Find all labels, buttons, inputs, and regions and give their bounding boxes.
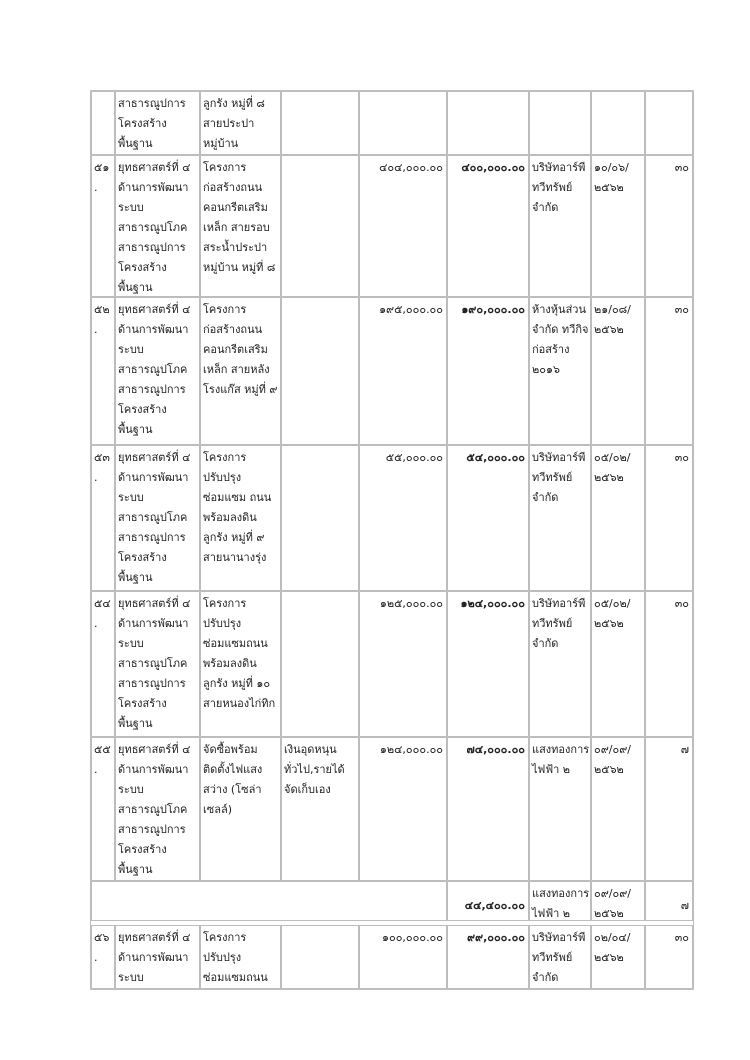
project-cell: โครงการ ปรับปรุง ซ่อมแซมถนน พร้อมลงดิน ลูกรัง หมู่ที่ ๑๐ สายหนองไก่ทิก <box>200 591 281 737</box>
budget-cell: ๔๐๔,๐๐๐.๐๐ <box>359 155 447 297</box>
contractor-cell: ห้างหุ้นส่วน จำกัด ทวีกิจ ก่อสร้าง ๒๐๑๖ <box>529 297 591 445</box>
project-cell: ลูกรัง หมู่ที่ ๘ สายประปา หมู่บ้าน <box>200 91 281 155</box>
date-cell: ๐๒/๐๔/ ๒๕๖๒ <box>591 925 645 989</box>
project-cell: จัดซื้อพร้อม ติดตั้งไฟแสง สว่าง (โซล่า เซลล์) <box>200 737 281 881</box>
summary-row <box>91 881 693 921</box>
funding-source-cell <box>281 925 359 989</box>
summary-duration-cell: ๗ <box>645 881 693 921</box>
summary-date-cell: ๐๙/๐๙/ ๒๕๖๒ <box>591 881 645 921</box>
budget-cell: ๑๒๕,๐๐๐.๐๐ <box>359 591 447 737</box>
project-cell: โครงการ ก่อสร้างถนน คอนกรีตเสริม เหล็ก สายรอบ สระน้ำประปา หมู่บ้าน หมู่ที่ ๘ <box>200 155 281 297</box>
contractor-cell: แสงทองการ ไฟฟ้า ๒ <box>529 737 591 881</box>
duration-cell: ๓๐ <box>645 445 693 591</box>
funding-source-cell <box>281 297 359 445</box>
date-cell: ๐๕/๐๒/ ๒๕๖๒ <box>591 445 645 591</box>
budget-cell <box>359 91 447 155</box>
date-cell: ๐๕/๐๒/ ๒๕๖๒ <box>591 591 645 737</box>
date-cell <box>591 91 645 155</box>
strategy-cell: สาธารณูปการ โครงสร้าง พื้นฐาน <box>115 91 200 155</box>
contract-price-cell: ๙๙,๐๐๐.๐๐ <box>447 925 529 989</box>
contractor-cell: บริษัทอาร์พี ทวีทรัพย์ จำกัด <box>529 445 591 591</box>
item-number-cell: ๕๕ . <box>91 737 115 881</box>
contract-price-cell: ๑๒๔,๐๐๐.๐๐ <box>447 591 529 737</box>
item-number-cell: ๕๓ . <box>91 445 115 591</box>
item-number-cell <box>91 91 115 155</box>
contract-price-cell: ๕๔,๐๐๐.๐๐ <box>447 445 529 591</box>
procurement-table <box>90 90 694 990</box>
duration-cell <box>645 91 693 155</box>
contractor-cell: บริษัทอาร์พี ทวีทรัพย์ จำกัด <box>529 155 591 297</box>
contractor-cell: บริษัทอาร์พี ทวีทรัพย์ จำกัด <box>529 925 591 989</box>
summary-contractor-cell: แสงทองการ ไฟฟ้า ๒ <box>529 881 591 921</box>
budget-cell: ๑๒๔,๐๐๐.๐๐ <box>359 737 447 881</box>
strategy-cell: ยุทธศาสตร์ที่ ๔ ด้านการพัฒนา ระบบ <box>115 925 200 989</box>
project-cell: โครงการ ปรับปรุง ซ่อมแซม ถนน พร้อมลงดิน ลูกรัง หมู่ที่ ๙ สายนานางรุ่ง <box>200 445 281 591</box>
contract-price-cell <box>447 91 529 155</box>
table-row <box>91 925 693 989</box>
date-cell: ๒๑/๐๘/ ๒๕๖๒ <box>591 297 645 445</box>
duration-cell: ๓๐ <box>645 155 693 297</box>
strategy-cell: ยุทธศาสตร์ที่ ๔ ด้านการพัฒนา ระบบ สาธารณูปโภค สาธารณูปการ โครงสร้าง พื้นฐาน <box>115 445 200 591</box>
table-row <box>91 445 693 591</box>
budget-cell: ๑๙๕,๐๐๐.๐๐ <box>359 297 447 445</box>
item-number-cell: ๕๔ . <box>91 591 115 737</box>
strategy-cell: ยุทธศาสตร์ที่ ๔ ด้านการพัฒนา ระบบ สาธารณูปโภค สาธารณูปการ โครงสร้าง พื้นฐาน <box>115 737 200 881</box>
item-number-cell: ๕๑ . <box>91 155 115 297</box>
funding-source-cell <box>281 445 359 591</box>
item-number-cell: ๕๒ . <box>91 297 115 445</box>
summary-label-cell <box>91 881 447 921</box>
contract-price-cell: ๔๐๐,๐๐๐.๐๐ <box>447 155 529 297</box>
contract-price-cell: ๗๔,๐๐๐.๐๐ <box>447 737 529 881</box>
budget-cell: ๑๐๐,๐๐๐.๐๐ <box>359 925 447 989</box>
contractor-cell: บริษัทอาร์พี ทวีทรัพย์ จำกัด <box>529 591 591 737</box>
strategy-cell: ยุทธศาสตร์ที่ ๔ ด้านการพัฒนา ระบบ สาธารณูปโภค สาธารณูปการ โครงสร้าง พื้นฐาน <box>115 297 200 445</box>
funding-source-cell <box>281 91 359 155</box>
strategy-cell: ยุทธศาสตร์ที่ ๔ ด้านการพัฒนา ระบบ สาธารณูปโภค สาธารณูปการ โครงสร้าง พื้นฐาน <box>115 155 200 297</box>
summary-contract-cell: ๔๔,๔๐๐.๐๐ <box>447 881 529 921</box>
table-row <box>91 155 693 297</box>
table-row <box>91 591 693 737</box>
funding-source-cell <box>281 591 359 737</box>
project-cell: โครงการ ก่อสร้างถนน คอนกรีตเสริม เหล็ก สายหลัง โรงแก๊ส หมู่ที่ ๙ <box>200 297 281 445</box>
strategy-cell: ยุทธศาสตร์ที่ ๔ ด้านการพัฒนา ระบบ สาธารณูปโภค สาธารณูปการ โครงสร้าง พื้นฐาน <box>115 591 200 737</box>
contractor-cell <box>529 91 591 155</box>
table-row <box>91 297 693 445</box>
item-number-cell: ๕๖ . <box>91 925 115 989</box>
duration-cell: ๗ <box>645 737 693 881</box>
project-cell: โครงการ ปรับปรุง ซ่อมแซมถนน <box>200 925 281 989</box>
contract-price-cell: ๑๙๐,๐๐๐.๐๐ <box>447 297 529 445</box>
table-row <box>91 91 693 155</box>
funding-source-cell: เงินอุดหนุน ทั่วไป,รายได้ จัดเก็บเอง <box>281 737 359 881</box>
budget-cell: ๕๕,๐๐๐.๐๐ <box>359 445 447 591</box>
table-row <box>91 737 693 881</box>
duration-cell: ๓๐ <box>645 297 693 445</box>
duration-cell: ๓๐ <box>645 591 693 737</box>
duration-cell: ๓๐ <box>645 925 693 989</box>
date-cell: ๑๐/๐๖/ ๒๕๖๒ <box>591 155 645 297</box>
date-cell: ๐๙/๐๙/ ๒๕๖๒ <box>591 737 645 881</box>
funding-source-cell <box>281 155 359 297</box>
